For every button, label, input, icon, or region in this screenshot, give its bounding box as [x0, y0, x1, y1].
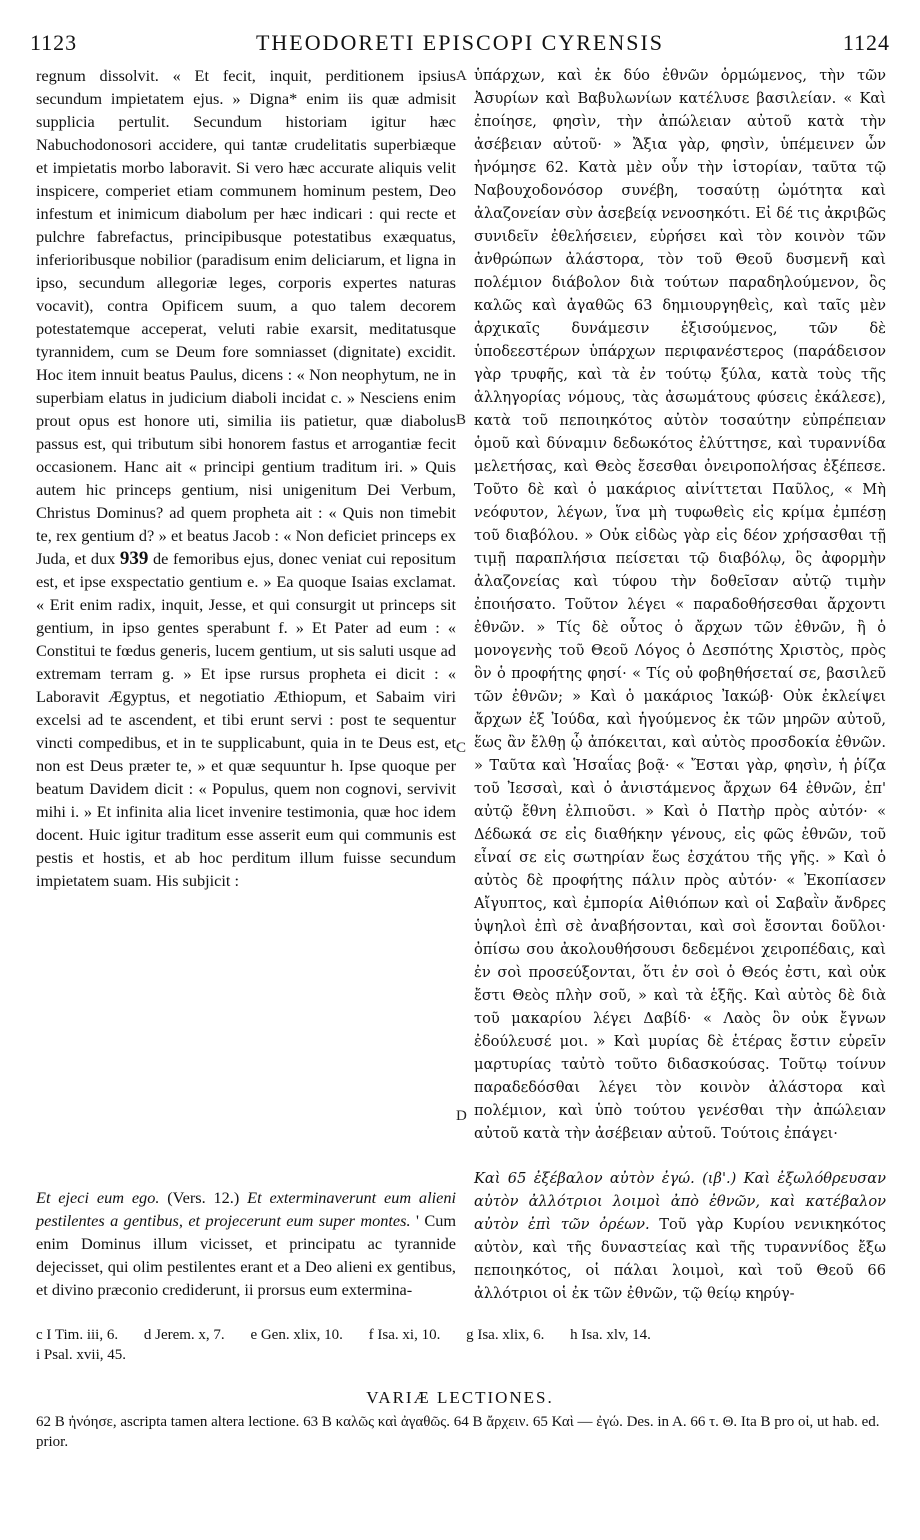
footnotes — [36, 1325, 886, 1365]
footnote-d: d Jerem. x, 7. — [143, 1327, 225, 1343]
footnote-c: c I Tim. iii, 6. — [36, 1327, 119, 1343]
variae-lectiones-title: VARIÆ LECTIONES. — [366, 1388, 554, 1407]
footnote-i: i Psal. xvii, 45. — [36, 1347, 127, 1363]
greek-column — [474, 64, 886, 1302]
footnote-g: g Isa. xlix, 6. — [466, 1327, 545, 1343]
latin-lemma-2: Et exterminaverunt eum alieni pestilentes a gentibus, et projecerunt eum super montes. — [36, 1188, 457, 1230]
greek-verse — [474, 1167, 886, 1305]
latin-text-2: de femoribus ejus, donec veniat cui repositum est, et ipse exspectatio gentium e. » Ea quoque Isaias exclamat. « Erit enim radix, inquit, Jesse, et qui consurgit ut princeps sit gentium, in ipso gentes sperabunt f. » Et Pater ad eum : « Constitui te fœdus generis, lucem gentium, ut sis saluti usque ad extremam terram g. » Et ipse rursus propheta ei dicit : « Laboravit Ægyptus, et negotiatio Æthiopum, et Sabaim viri excelsi ad te ascendent, et tibi erunt servi : post te sequentur vincti compedibus, et in te supplicabunt, quia in te Deus est, et non est Deus præter te, » et quæ sequuntur h. Ipse quoque per beatum Davidem dicit : « Populus, quem non cognovi, servivit mihi i. » Et infinita alia licet invenire testimonia, quæ hoc idem docent. Huic igitur traditum esse asserit eum qui communis est pestis et hostis, et ab hoc perditum illum fuisse secundum impietatem suam. His subjicit : — [36, 549, 456, 890]
greek-paragraph: ὑπάρχων, καὶ ἐκ δύο ἐθνῶν ὁρμώμενος, τὴν τῶν Ἀσυρίων καὶ Βαβυλωνίων κατέλυσε βασιλείαν. « Καὶ ἐποίησε, φησὶν, τὴν ἀπώλειαν αὐτοῦ κατὰ τὴν ἀσέβειαν αὐτοῦ· » Ἄξια γὰρ, φησὶν, ὑπέμεινεν ὧν ἠνόμησε 62. Κατὰ μὲν οὖν τὴν ἱστορίαν, ταῦτα τῷ Ναβουχοδονόσορ συνέβη, τοσαύτῃ ὠμότητα καὶ ἀλαζονείαν σὺν ἀσεβείᾳ νενοσηκότι. Εἰ δέ τις ἀκριβῶς συνιδεῖν ἐθελήσειεν, εὑρήσει καὶ τὸν κοινὸν τῶν ἀνθρώπων ἀλάστορα, τὸν τοῦ Θεοῦ δυσμενῆ καὶ πολέμιον διάβολον διὰ τούτων παραδηλούμενον, ὃς καλῶς καὶ ἀγαθῶς 63 δημιουργηθεὶς, καὶ ταῖς μὲν ἀρχικαῖς δυνάμεσιν ἐξισούμενος, τῶν δὲ ὑποδεεστέρων ὑπάρχων περιφανέστερος (παράδεισον γὰρ τρυφῆς, καὶ τὰ ἐν τούτῳ ξύλα, κατὰ τοὺς τῆς ἀλληγορίας νόμους, τὰς ἀσωμάτους φύσεις ἐκάλεσε), κατὰ τοῦ πεποιηκότος αὐτὸν τοσαύτην εὐπρέπειαν ὁμοῦ καὶ δύναμιν δεδωκότος ἐλύττησε, καὶ τυραννίδα μελετήσας, καὶ Θεὸς ἔσεσθαι ὀνειροπολήσας ἐξέπεσε. Τοῦτο δὲ καὶ ὁ μακάριος αἰνίττεται Παῦλος, « Μὴ νεόφυτον, λέγων, ἵνα μὴ τυφωθεὶς εἰς κρίμα ἐμπέσῃ τοῦ διαβόλου. » Οὐκ εἰδὼς γὰρ εἰς δέον χρήσασθαι τῇ τιμῇ παραπλήσια πείσεται τῷ διαβόλῳ, ὃς ἀφορμὴν ἀλαζονείας καὶ τύφου τὴν δοθεῖσαν αὐτῷ τιμὴν ἐποιήσατο. Τοῦτον λέγει « παραδοθήσεσθαι ἄρχοντι ἐθνῶν. » Τίς δὲ οὗτος ὁ ἄρχων τῶν ἐθνῶν, ἢ ὁ μονογενὴς τοῦ Θεοῦ Λόγος ὁ Δεσπότης Χριστὸς, πρὸς ὃν ὁ προφήτης φησί· « Τίς οὐ φοβηθήσεταί σε, βασιλεῦ τῶν ἐθνῶν; » Καὶ ὁ μακάριος Ἰακώβ· Οὐκ ἐκλείψει ἄρχων ἐξ Ἰούδα, καὶ ἡγούμενος ἐκ τῶν μηρῶν αὐτοῦ, ἕως ἂν ἔλθῃ ᾧ ἀπόκειται, καὶ αὐτὸς προσδοκία ἐθνῶν. » Ταῦτα καὶ Ἡσαΐας βοᾷ· « Ἔσται γὰρ, φησὶν, ἡ ῥίζα τοῦ Ἰεσσαὶ, καὶ ὁ ἀνιστάμενος ἄρχων 64 ἐθνῶν, ἐπ' αὐτῷ ἔθνη ἐλπιοῦσι. » Καὶ ὁ Πατὴρ πρὸς αὐτόν· « Δέδωκά σε εἰς διαθήκην γένους, εἰς φῶς ἐθνῶν, τοῦ εἶναί σε εἰς σωτηρίαν ἕως ἐσχάτου τῆς γῆς. » Καὶ ὁ αὐτὸς δὲ προφήτης πάλιν πρὸς αὐτόν· « Ἐκοπίασεν Αἴγυπτος, καὶ ἐμπορία Αἰθιόπων καὶ οἱ Σαβαῒν ἄνδρες ὑψηλοὶ ἐπὶ σὲ ἀναβήσονται, καὶ σοὶ ἔσονται δοῦλοι· ὀπίσω σου ἀκολουθήσουσι δεδεμένοι χειροπέδαις, καὶ ἐν σοὶ προσεύξονται, ὅτι ἐν σοὶ ὁ Θεός ἐστι, καὶ οὐκ ἔστι Θεὸς πλὴν σοῦ, » καὶ τὰ ἑξῆς. Καὶ αὐτὸς δὲ διὰ τοῦ μακαρίου λέγει Δαβίδ· « Λαὸς ὃν οὐκ ἔγνων ἐδούλευσέ μοι. » Καὶ μυρίας δὲ ἑτέρας ἔστιν εὑρεῖν μαρτυρίας ταὐτὸ τοῦτο διδασκούσας. Τοῦτῳ τοίνυν παραδεδόσθαι λέγει τὸν κοινὸν ἀλάστορα καὶ πολέμιον, καὶ ὑπὸ τούτου γενέσθαι τὴν ἀπώλειαν αὐτοῦ κατὰ τὴν ἀσέβειαν αὐτοῦ. Τούτοις ἐπάγει· — [474, 67, 886, 1142]
footnote-e: e Gen. xlix, 10. — [250, 1327, 343, 1343]
page-number-right: 1124 — [842, 30, 890, 55]
margin-letter-b: B — [456, 412, 467, 428]
footnote-f: f Isa. xi, 10. — [368, 1327, 441, 1343]
running-title: THEODORETI EPISCOPI CYRENSIS — [255, 30, 665, 55]
greek-lemma: Καὶ 65 ἐξέβαλον αὐτὸν ἐγώ. (ιβ'.) Καὶ ἐξωλόθρευσαν αὐτὸν ἀλλότριοι λοιμοὶ ἀπὸ ἐθνῶν, καὶ κατέβαλον αὐτὸν ἐπὶ τῶν ὀρέων. — [474, 1170, 886, 1233]
column-marker: 939 — [119, 548, 149, 569]
latin-verse-ref: (Vers. 12.) — [167, 1188, 240, 1207]
footnote-h: h Isa. xlv, 14. — [570, 1327, 651, 1343]
margin-letter-a: A — [456, 68, 467, 84]
variae-lectiones-text: 62 B ἠνόησε, ascripta tamen altera lectione. 63 B καλῶς καὶ ἀγαθῶς. 64 B ἄρχειν. 65 Καὶ — ἐγώ. Des. in A. 66 τ. Θ. Ita B pro οἱ, ut hab. ed. prior. — [36, 1414, 880, 1450]
latin-text-1: regnum dissolvit. « Et fecit, inquit, perditionem ipsius secundum impietatem ejus. » Digna* enim iis quæ admisit supplicia pertulit. Secundum historiam igitur hæc Nabuchodonosori accidere, qui tantæ crudelitatis superbiæque et impietatis morbo laboravit. Si vero hæc accurate aliquis velit inspicere, comperiet etiam communem hominum pestem, Deo infestum et inimicum diabolum per hæc indicari : qui recte et pulchre fabrefactus, principibusque potestatibus exæquatus, inferioribusque nobilior (paradisum enim deliciarum, et ligna in ipso, secundum allegoriæ leges, corporis expertes naturas vocavit), contra Opificem suum, a quo talem decorem potestatemque acceperat, veluti rabie exarsit, meditatusque tyrannidem, cum se Deum fore somniasset (dignitate) excidit. Hoc item innuit beatus Paulus, dicens : « Non neophytum, ne in superbiam elatus in judicium diaboli incidat c. » Nesciens enim prout opus est honore uti, similia iis patietur, quæ diabolus passus est, qui tributum sibi honorem fastus et arrogantiæ fecit occasionem. Hanc ait « principi gentium traditum iri. » Quis autem hic princeps gentium, nisi unigenitum Dei Verbum, Christus Dominus? ad quem propheta ait : « Quis non timebit te, rex gentium d? » et beatus Jacob : « Non deficiet princeps ex Juda, et dux — [36, 66, 456, 568]
latin-paragraph — [36, 64, 456, 892]
latin-verse-body: ' Cum enim Dominus illum vicisset, et principatu ac tyrannide dejecisset, qui olim pestilentes erant et a Deo alieni ex gentibus, et divino præconio crediderunt, ii prorsus eum extermina- — [36, 1211, 457, 1299]
page-header — [30, 30, 890, 60]
latin-verse — [36, 1186, 456, 1301]
margin-letter-d: D — [456, 1108, 467, 1124]
margin-letter-c: C — [456, 740, 467, 756]
page-number-left: 1123 — [30, 30, 78, 55]
latin-column — [36, 64, 457, 1299]
latin-lemma: Et ejeci eum ego. — [36, 1188, 160, 1207]
greek-verse-body: Τοῦ γὰρ Κυρίου νενικηκότος αὐτὸν, καὶ τῆς δυναστείας καὶ τῆς τυραννίδος ἔξω πεποιηκότος, οἱ πάλαι λοιμοὶ, καὶ τοῦ Θεοῦ 66 ἀλλότριοι οἱ ἐκ τῶν ἐθνῶν, τῷ θείῳ κηρύγ- — [474, 1216, 886, 1302]
